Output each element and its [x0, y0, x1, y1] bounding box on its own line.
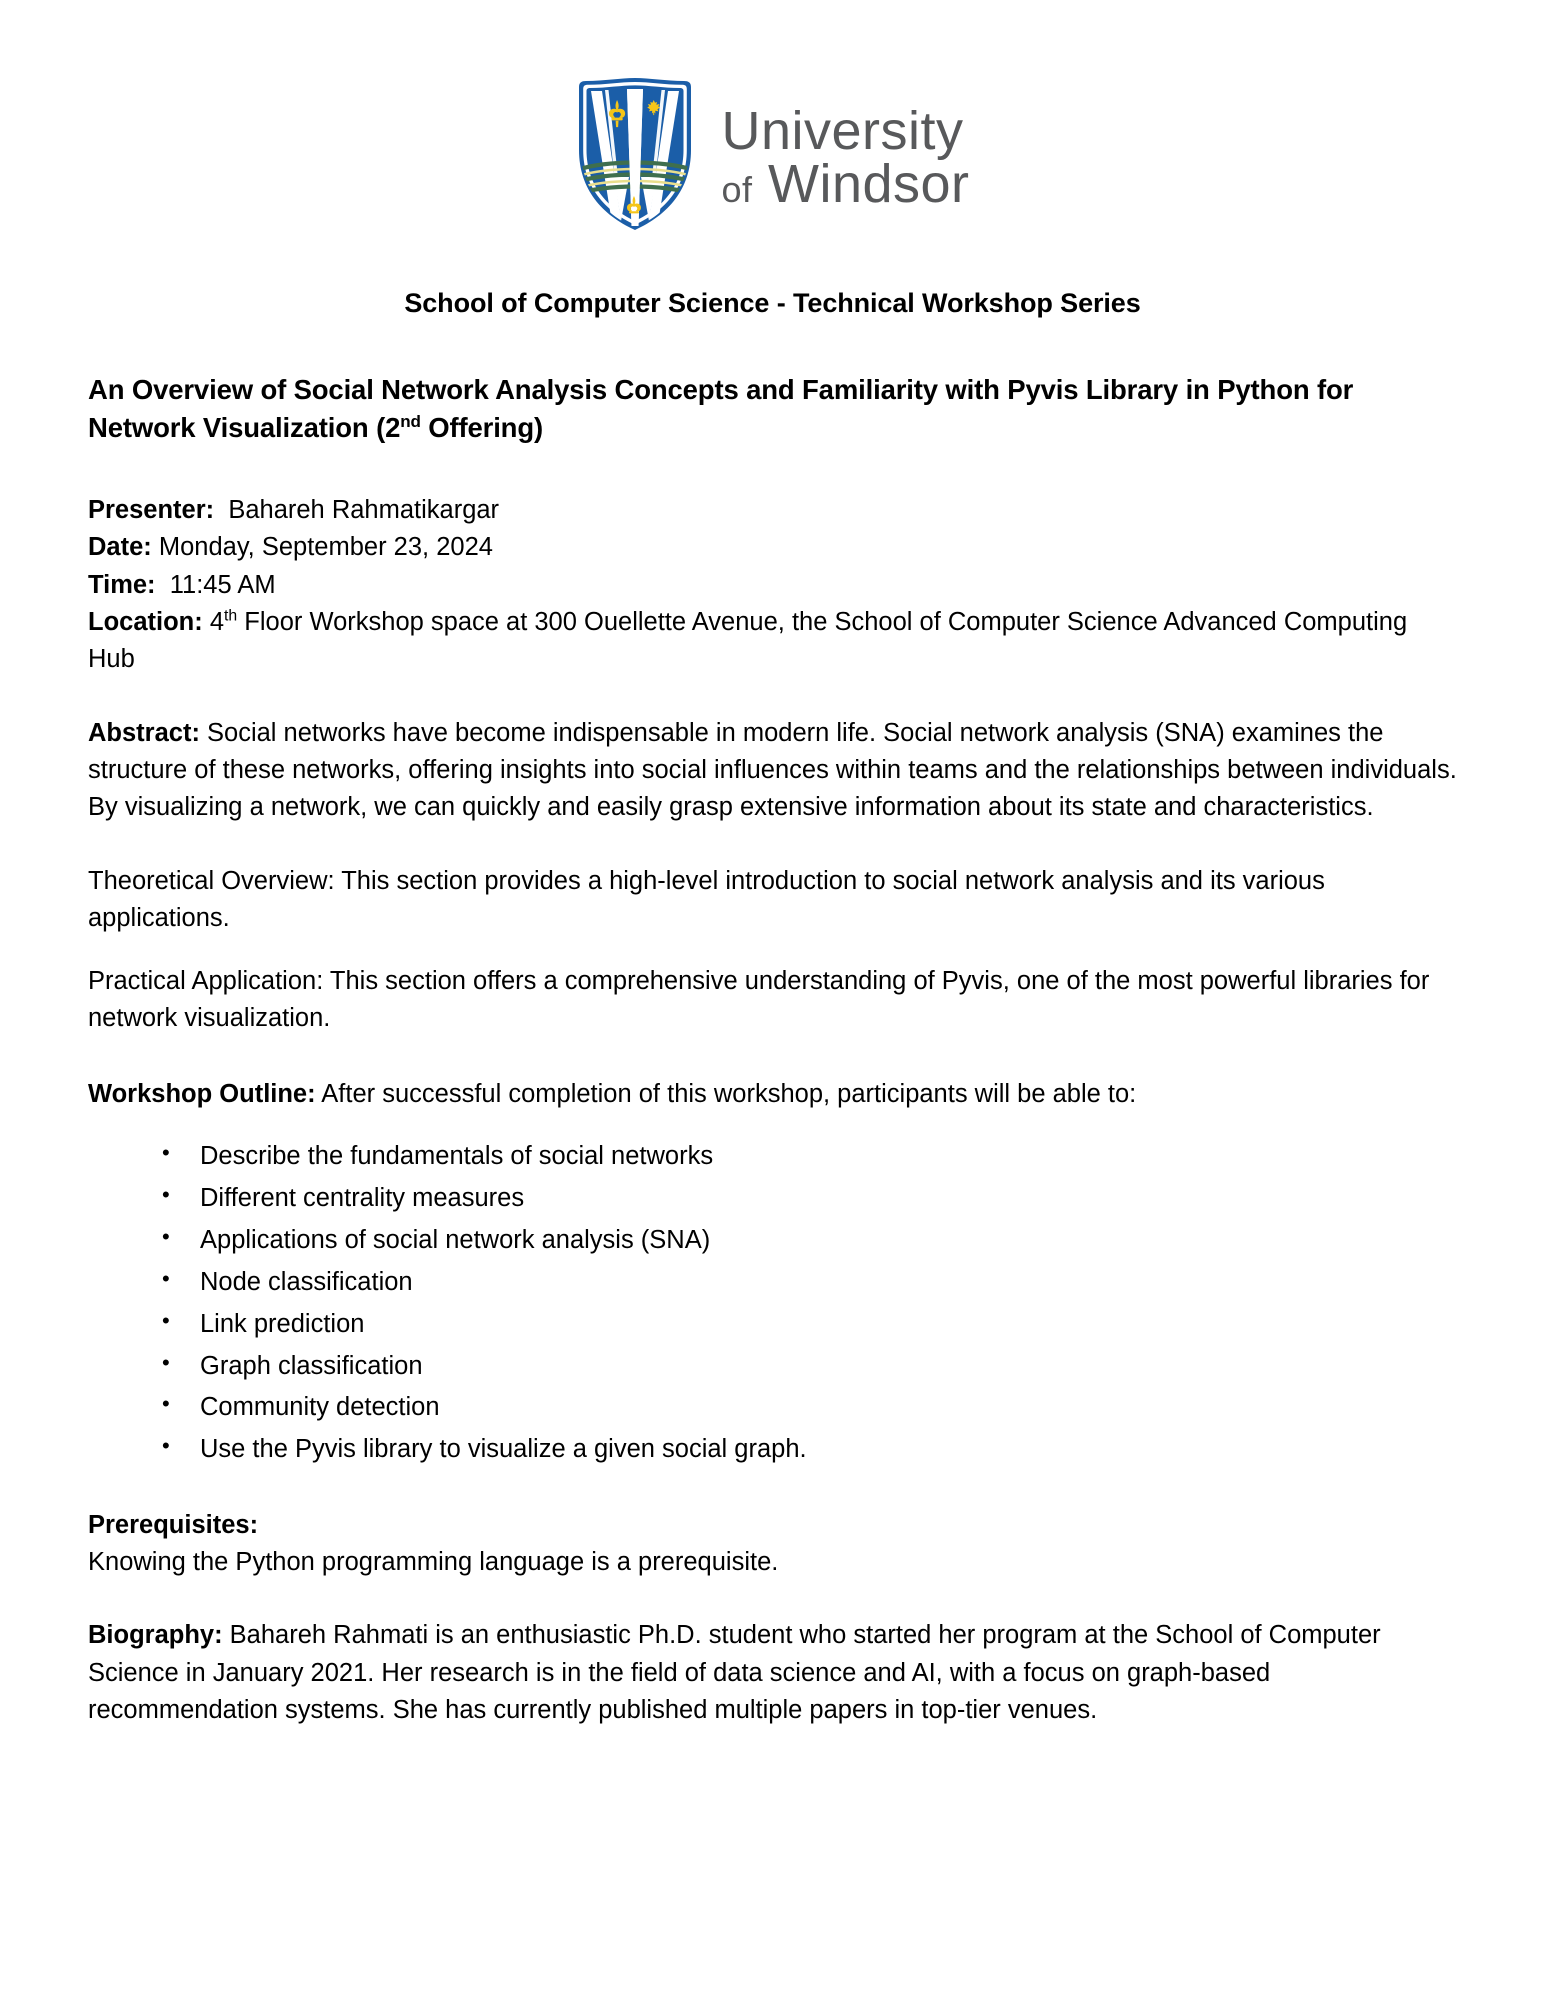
list-item — [162, 1431, 1457, 1468]
prerequisites-heading: Prerequisites: — [88, 1510, 259, 1539]
abstract-label: Abstract: — [88, 718, 200, 747]
workshop-outline-list — [88, 1138, 1457, 1468]
bullet-icon: • — [162, 1433, 170, 1459]
location-label: Location: — [88, 607, 203, 636]
workshop-series-heading: School of Computer Science - Technical Workshop Series — [404, 288, 1141, 318]
detail-time — [88, 567, 1457, 604]
university-logo — [88, 0, 1457, 234]
workshop-outline-heading — [88, 1076, 1457, 1113]
location-ordinal-suffix: th — [224, 607, 238, 625]
title-ordinal-suffix: nd — [400, 411, 421, 431]
list-item — [162, 1264, 1457, 1301]
bullet-icon: • — [162, 1391, 170, 1417]
list-item-label: Describe the fundamentals of social networks — [200, 1142, 714, 1171]
list-item-label: Graph classification — [200, 1351, 423, 1380]
biography-text: Bahareh Rahmati is an enthusiastic Ph.D. student who started her program at the School of Computer Science in January 2021. Her research is in the field of data science and AI, with a focus on graph-based recommendation systems. She has currently published multiple papers in top-tier venues. — [88, 1621, 1381, 1724]
list-item-label: Link prediction — [200, 1309, 365, 1338]
bullet-icon: • — [162, 1224, 170, 1250]
bullet-icon: • — [162, 1265, 170, 1291]
wordmark-of-windsor — [721, 154, 970, 214]
page-title — [88, 371, 1457, 447]
list-item-label: Use the Pyvis library to visualize a given social graph. — [200, 1435, 807, 1464]
time-value: 11:45 AM — [169, 570, 276, 599]
title-part1: An Overview of Social Network Analysis Concepts and Familiarity with Pyvis Library in Python for Network Visualization (2 — [88, 374, 1354, 443]
list-item-label: Different centrality measures — [200, 1184, 525, 1213]
workshop-outline-label: Workshop Outline: — [88, 1079, 316, 1108]
biography-paragraph — [88, 1617, 1457, 1729]
presenter-value: Bahareh Rahmatikargar — [228, 495, 500, 524]
workshop-outline-intro: After successful completion of this workshop, participants will be able to: — [315, 1079, 1137, 1108]
list-item — [162, 1306, 1457, 1343]
date-value: Monday, September 23, 2024 — [158, 533, 493, 562]
bullet-icon: • — [162, 1140, 170, 1166]
bullet-icon: • — [162, 1349, 170, 1375]
list-item — [162, 1389, 1457, 1426]
biography-label: Biography: — [88, 1621, 223, 1650]
list-item-label: Community detection — [200, 1393, 440, 1422]
location-value-post: Floor Workshop space at 300 Ouellette Avenue, the School of Computer Science Advanced Computing Hub — [88, 607, 1408, 674]
title-part2: Offering) — [420, 411, 543, 443]
list-item — [162, 1180, 1457, 1217]
wordmark-of: of — [721, 169, 753, 210]
detail-presenter — [88, 492, 1457, 529]
practical-application-paragraph: Practical Application: This section offers a comprehensive understanding of Pyvis, one of the most powerful libraries for network visualization. — [88, 966, 1430, 1033]
list-item — [162, 1222, 1457, 1259]
wordmark-university: University — [721, 101, 964, 162]
detail-location — [88, 604, 1457, 679]
location-value-pre: 4 — [209, 607, 225, 636]
abstract-text: Social networks have become indispensable in modern life. Social network analysis (SNA) examines the structure of these networks, offering insights into social influences within teams and the relationships between individuals. By visualizing a network, we can quickly and easily grasp extensive information about its state and characteristics. — [88, 718, 1457, 822]
list-item-label: Node classification — [200, 1267, 413, 1296]
presenter-label: Presenter: — [88, 495, 215, 524]
event-details — [88, 492, 1457, 679]
detail-date — [88, 529, 1457, 566]
list-item-label: Applications of social network analysis (SNA) — [200, 1226, 711, 1255]
university-of-windsor-shield-icon — [575, 78, 695, 230]
time-label: Time: — [88, 570, 156, 599]
abstract-paragraph — [88, 715, 1457, 827]
list-item — [162, 1348, 1457, 1385]
bullet-icon: • — [162, 1307, 170, 1333]
date-label: Date: — [88, 533, 152, 562]
wordmark-windsor: Windsor — [768, 154, 970, 214]
theoretical-overview-paragraph: Theoretical Overview: This section provides a high-level introduction to social network analysis and its various applications. — [88, 866, 1325, 932]
university-wordmark — [721, 97, 970, 214]
prerequisites-body: Knowing the Python programming language is a prerequisite. — [88, 1547, 779, 1576]
list-item — [162, 1138, 1457, 1175]
bullet-icon: • — [162, 1182, 170, 1208]
